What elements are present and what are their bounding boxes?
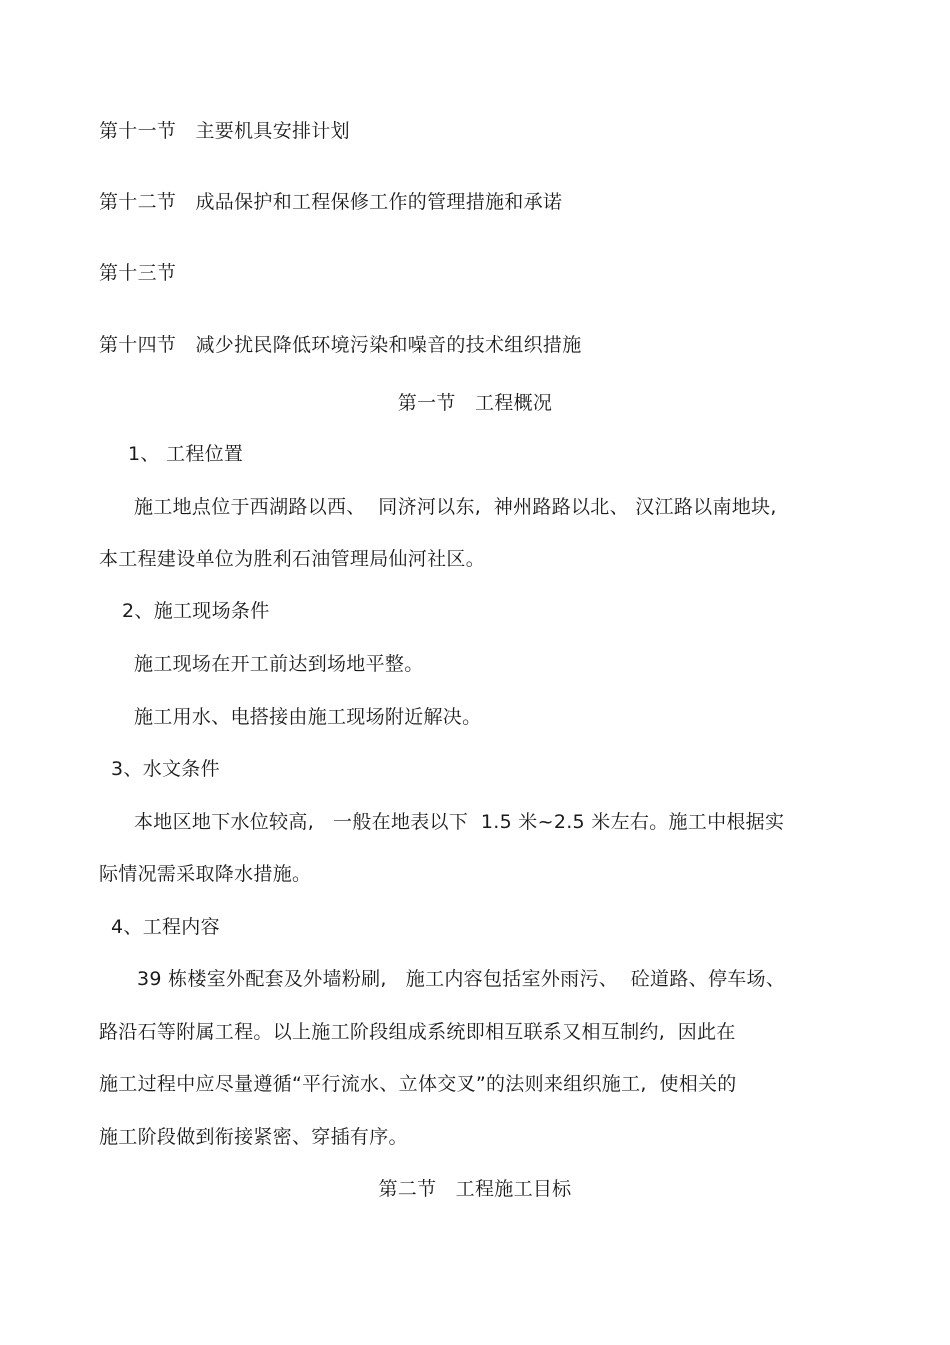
section-1-title: 第一节 工程概况 [397,392,553,414]
paragraph-content-line-3: 施工过程中应尽量遵循“平行流水、立体交叉”的法则来组织施工, 使相关的 [99,1073,737,1095]
heading-project-location: 1、 工程位置 [128,443,244,465]
heading-site-conditions: 2、施工现场条件 [122,600,270,622]
section-2-title: 第二节 工程施工目标 [378,1178,572,1200]
paragraph-location-line-1: 施工地点位于西湖路以西、 同济河以东, 神州路路以北、 汉江路以南地块, [134,496,777,518]
toc-item-11: 第十一节 主要机具安排计划 [99,120,350,142]
paragraph-hydrology-line-1: 本地区地下水位较高, 一般在地表以下 1.5 米~2.5 米左右。施工中根据实 [134,811,785,833]
paragraph-content-line-2: 路沿石等附属工程。以上施工阶段组成系统即相互联系又相互制约, 因此在 [99,1021,736,1043]
paragraph-content-line-4: 施工阶段做到衔接紧密、穿插有序。 [99,1126,408,1148]
heading-project-content: 4、工程内容 [111,916,220,938]
toc-item-12: 第十二节 成品保护和工程保修工作的管理措施和承诺 [99,191,563,213]
paragraph-site-line-2: 施工用水、电搭接由施工现场附近解决。 [134,706,482,728]
toc-item-13: 第十三节 [99,262,177,284]
heading-hydrology: 3、水文条件 [111,758,220,780]
paragraph-hydrology-line-2: 际情况需采取降水措施。 [99,863,312,885]
paragraph-content-line-1: 39 栋楼室外配套及外墙粉刷, 施工内容包括室外雨污、 砼道路、停车场、 [137,968,786,990]
toc-item-14: 第十四节 减少扰民降低环境污染和噪音的技术组织措施 [99,334,582,356]
paragraph-location-line-2: 本工程建设单位为胜利石油管理局仙河社区。 [99,548,486,570]
paragraph-site-line-1: 施工现场在开工前达到场地平整。 [134,653,424,675]
